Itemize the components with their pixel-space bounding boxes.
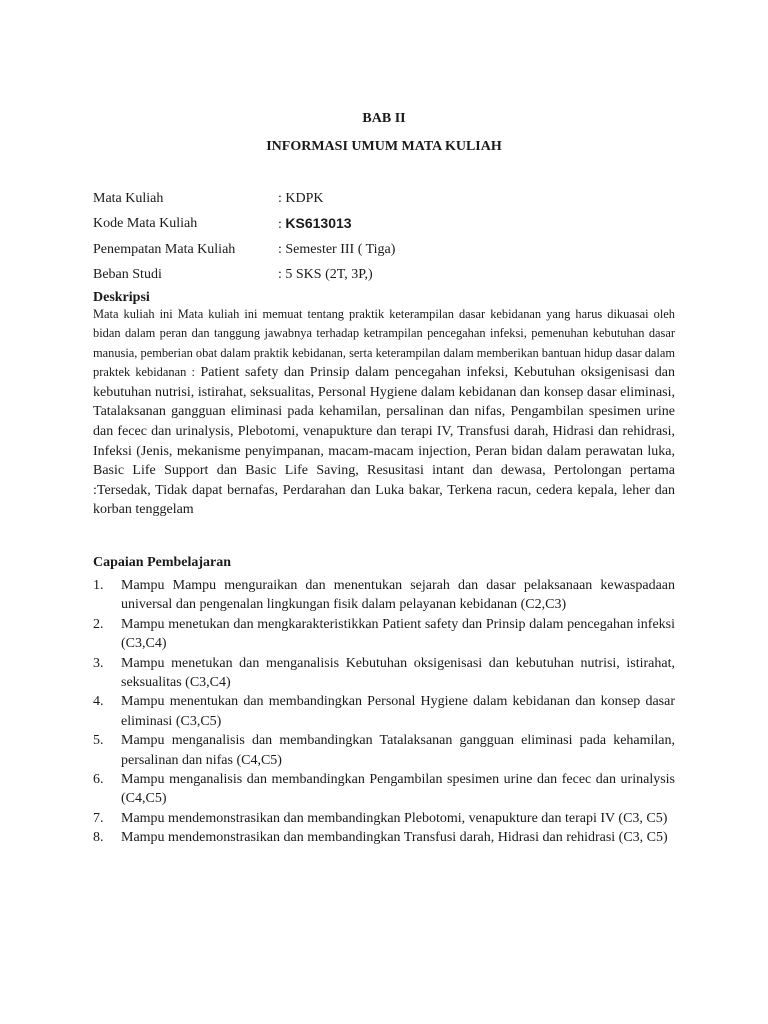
- info-label: Beban Studi: [93, 267, 162, 283]
- list-item-number: 4.: [93, 694, 104, 710]
- course-code: KS613013: [285, 215, 352, 232]
- list-item-number: 5.: [93, 733, 104, 749]
- description-heading: Deskripsi: [93, 290, 150, 305]
- course-info-table: [93, 186, 693, 288]
- list-item-text: Mampu menentukan dan membandingkan Personal Hygiene dalam kebidanan dan konsep dasar eliminasi (C3,C5): [121, 694, 675, 729]
- description-body: [93, 305, 675, 520]
- list-item-text: Mampu menetukan dan mengkarakteristikkan Patient safety dan Prinsip dalam pencegahan infeksi (C3,C4): [121, 616, 675, 652]
- description-text-topics: Patient safety dan Prinsip dalam pencegahan infeksi, Kebutuhan oksigenisasi dan kebutuhan nutrisi, istirahat, seksualitas, Personal Hygiene dalam kebidanan dan konsep dasar eliminasi, Tatalaksanan gangguan eliminasi pada kehamilan, persalinan dan nifas, Pengambilan spesimen urine dan fecec dan urinalysis, Plebotomi, venapukture dan terapi IV, Transfusi darah, Hidrasi dan rehidrasi, Infeksi (Jenis, mekanisme penyimpanan, macam-macam injection, Peran bidan dalam perawatan luka, Basic Life Support dan Basic Life Saving, Resusitasi intant dan dewasa, Pertolongan pertama :Tersedak, Tidak dapat bernafas, Perdarahan dan Luka bakar, Terkena racun, cedera kepala, leher dan korban tenggelam: [93, 365, 675, 518]
- list-item: [93, 731, 675, 770]
- list-item-number: 1.: [93, 578, 104, 593]
- learning-outcomes-heading: Capaian Pembelajaran: [93, 555, 232, 570]
- info-value: [278, 267, 693, 283]
- list-item: [93, 576, 675, 615]
- info-separator: :: [278, 217, 286, 233]
- course-credits: 5 SKS (2T, 3P,): [285, 267, 373, 283]
- description-text-intro: Mata kuliah ini Mata kuliah ini memuat tentang praktik keterampilan dasar kebidanan yang harus dikuasai oleh bidan dalam peran dan tanggung jawabnya terhadap ketrampilan pencegahan infeksi, pemenuhan kebutuhan dasar manusia, pemberian obat dalam praktik kebidanan, serta keterampilan dalam memberikan bantuan hidup dasar dalam praktek kebidanan :: [93, 307, 675, 380]
- list-item: [93, 692, 675, 731]
- info-value: [278, 242, 693, 258]
- info-label: Kode Mata Kuliah: [93, 216, 198, 232]
- list-item-number: 2.: [93, 616, 104, 632]
- list-item-text: Mampu menganalisis dan membandingkan Pengambilan spesimen urine dan fecec dan urinalysis (C4,C5): [121, 772, 675, 807]
- info-row-course: [93, 186, 693, 212]
- list-item: [93, 809, 675, 828]
- list-item-number: 8.: [93, 830, 104, 846]
- info-value: [278, 191, 693, 207]
- course-name: KDPK: [285, 190, 324, 206]
- info-separator: :: [278, 241, 286, 257]
- list-item-number: 3.: [93, 655, 104, 671]
- list-item-number: 7.: [93, 810, 104, 826]
- list-item: [93, 770, 675, 809]
- course-placement: Semester III ( Tiga): [285, 241, 396, 257]
- list-item-text: Mampu mendemonstrasikan dan membandingkan Plebotomi, venapukture dan terapi IV (C3, C5): [121, 810, 668, 826]
- list-item-text: Mampu menetukan dan menganalisis Kebutuhan oksigenisasi dan kebutuhan nutrisi, istirahat, seksualitas (C3,C4): [121, 655, 675, 691]
- list-item: [93, 615, 675, 654]
- list-item-text: Mampu menganalisis dan membandingkan Tatalaksanan gangguan eliminasi pada kehamilan, persalinan dan nifas (C4,C5): [121, 733, 675, 768]
- info-row-code: [93, 212, 693, 238]
- info-row-placement: [93, 237, 693, 263]
- list-item-text: Mampu mendemonstrasikan dan membandingkan Transfusi darah, Hidrasi dan rehidrasi (C3, C5): [121, 830, 668, 846]
- list-item: [93, 654, 675, 693]
- info-separator: :: [278, 190, 286, 206]
- info-row-credits: [93, 263, 693, 289]
- chapter-heading: BAB II: [362, 111, 406, 126]
- info-value: [278, 215, 693, 233]
- info-label: Mata Kuliah: [93, 190, 164, 206]
- info-separator: :: [278, 267, 286, 283]
- list-item-number: 6.: [93, 772, 104, 788]
- list-item-text: Mampu Mampu menguraikan dan menentukan sejarah dan dasar pelaksanaan kewaspadaan universal dan pengenalan lingkungan fisik dalam pelayanan kebidanan (C2,C3): [121, 578, 675, 613]
- description-paragraph: [93, 305, 675, 520]
- list-item: [93, 828, 675, 847]
- info-label: Penempatan Mata Kuliah: [93, 241, 236, 257]
- section-title: INFORMASI UMUM MATA KULIAH: [266, 139, 502, 154]
- learning-outcomes-list: [93, 576, 675, 848]
